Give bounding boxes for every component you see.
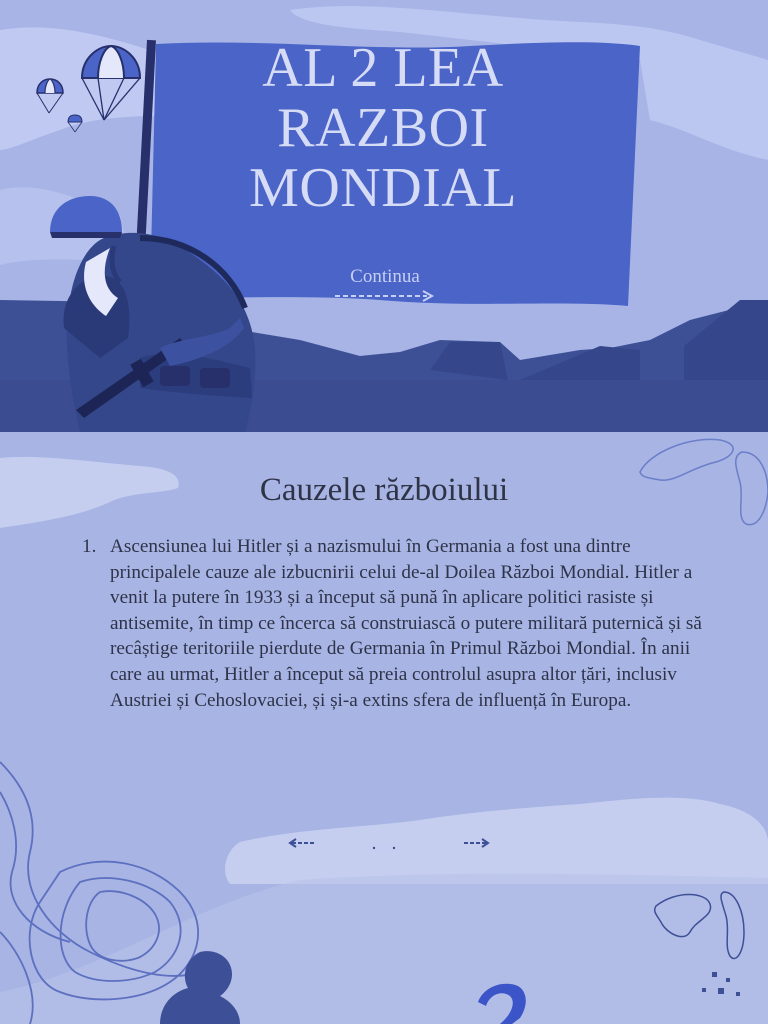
soldier-illustration [40, 188, 280, 432]
causes-list [82, 534, 702, 713]
hero-title-line: AL 2 LEA [262, 37, 504, 99]
arrow-right-icon[interactable] [462, 837, 490, 849]
continue-label: Continua [350, 266, 420, 287]
hero-slide [0, 0, 768, 432]
causes-background [0, 432, 768, 1024]
list-item [82, 534, 702, 713]
hero-title [150, 38, 616, 218]
list-item-number: 1. [82, 536, 97, 557]
arrow-left-icon[interactable] [288, 837, 316, 849]
arrow-right-icon [335, 289, 435, 303]
hero-title-line: MONDIAL [249, 157, 517, 219]
section-title: Cauzele războiului [259, 472, 509, 508]
causes-slide [0, 432, 768, 1024]
parachute-icon [78, 44, 144, 124]
hero-title-line: RAZBOI [277, 97, 489, 159]
list-item-text: Ascensiunea lui Hitler și a nazismului în Germania a fost una dintre principalele cauze ale izbucnirii celui de-al Doilea Război Mondial. Hitler a venit la putere în 1933 și a început să pună în aplicare politici rasiste și antisemite, în timp ce încerca să construiască o putere militară puternică și să recâștige teritoriile pierdute de Germania în Primul Război Mondial. În anii care au urmat, Hitler a început să preia controlul asupra altor țări, inclusiv Austriei și Cehoslovaciei, și și-a extins sfera de influență în Europa. [110, 536, 702, 711]
continue-link[interactable] [335, 266, 435, 303]
parachute-icon [67, 114, 83, 134]
parachute-icon [35, 78, 65, 116]
